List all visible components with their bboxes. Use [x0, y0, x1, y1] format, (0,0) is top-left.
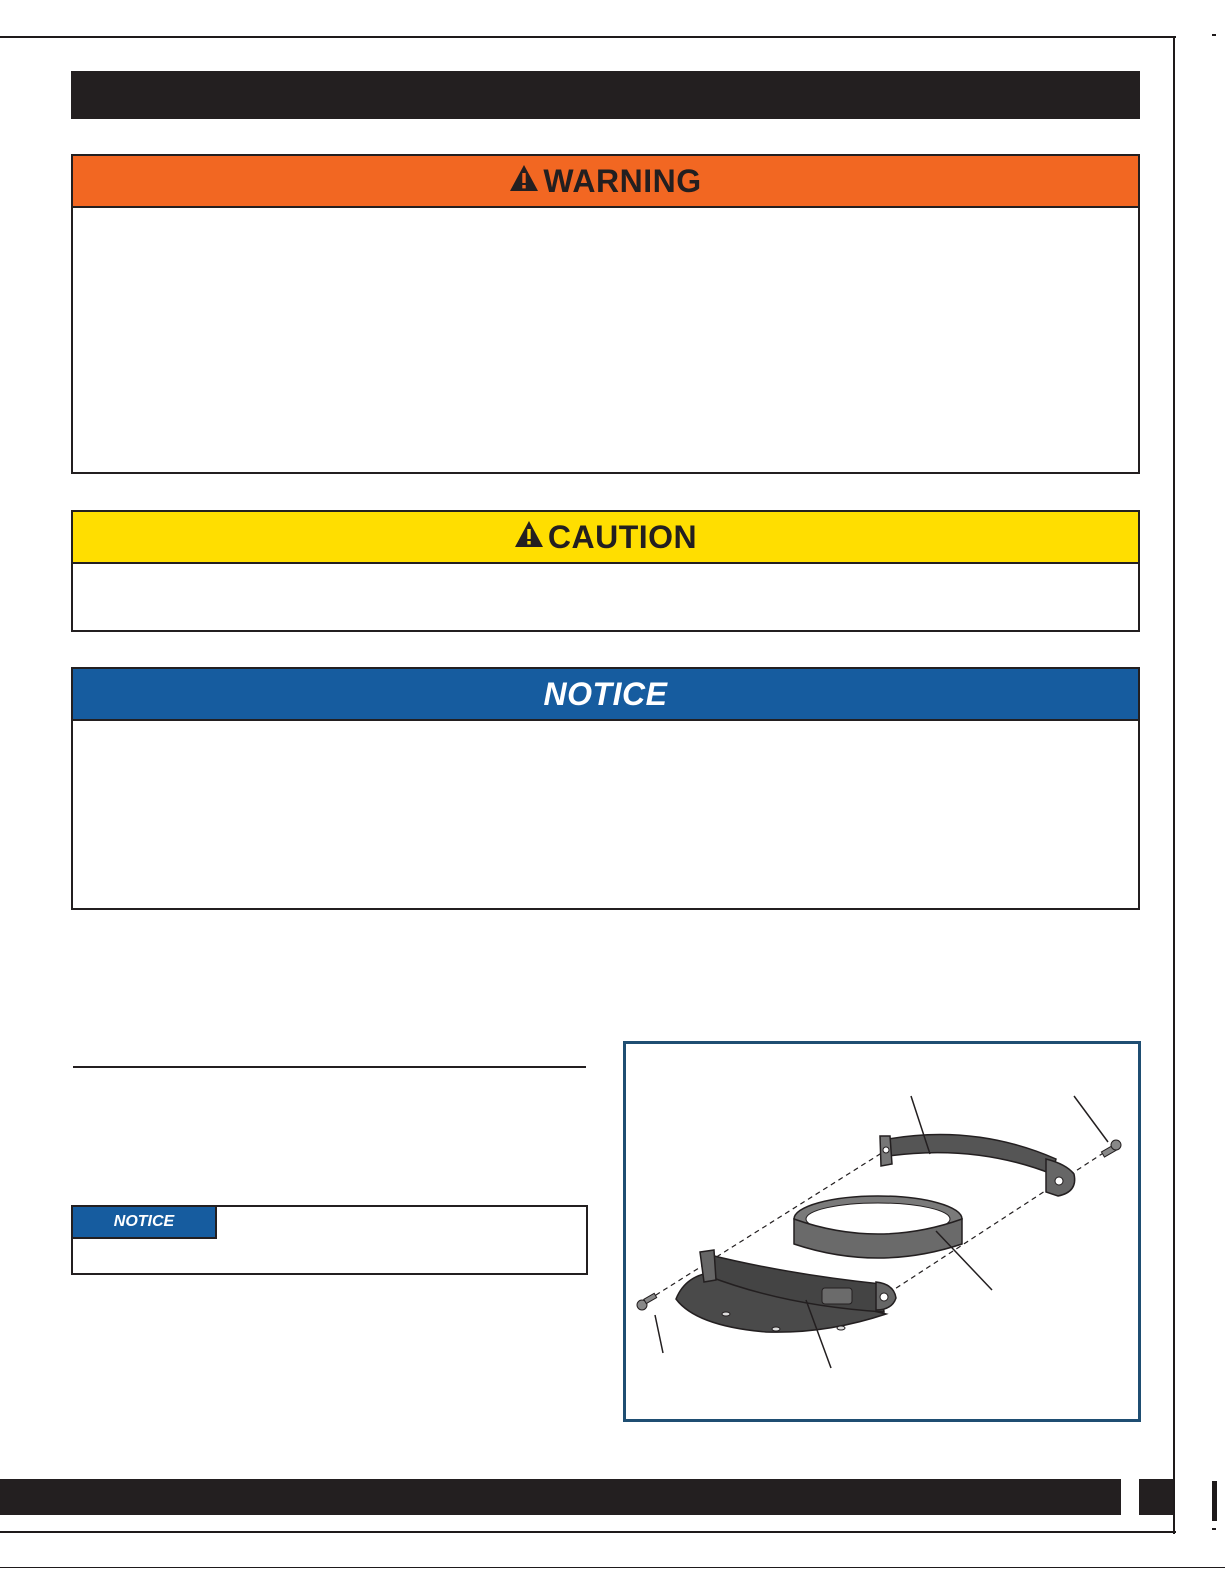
- footer-bar: [0, 1479, 1121, 1515]
- notice-header: [73, 669, 1138, 721]
- section-header-bar: [71, 71, 1140, 119]
- page-frame-base: [0, 1567, 1225, 1568]
- caution-panel: [71, 510, 1140, 632]
- warning-title: WARNING: [543, 162, 702, 199]
- caution-triangle-icon: [514, 519, 544, 556]
- edge-tick-bottom: [1212, 1528, 1216, 1530]
- caution-title: CAUTION: [547, 518, 698, 555]
- warning-header: [73, 156, 1138, 208]
- inline-notice-box: [71, 1205, 588, 1275]
- footer-page-block: [1139, 1479, 1173, 1515]
- warning-panel: [71, 154, 1140, 474]
- edge-tick-top: [1212, 34, 1216, 36]
- clamp-assembly-figure: [623, 1041, 1141, 1422]
- warning-triangle-icon: [509, 163, 539, 200]
- notice-title: NOTICE: [543, 675, 668, 712]
- notice-panel: [71, 667, 1140, 910]
- edge-mark: [1212, 1481, 1217, 1521]
- caution-header: [73, 512, 1138, 564]
- page-frame-bottom: [0, 1531, 1176, 1533]
- page-frame-right: [1173, 36, 1175, 1534]
- pipe-clamp-assembly-icon: [626, 1044, 1138, 1419]
- section-divider: [73, 1066, 586, 1068]
- inline-notice-label: NOTICE: [73, 1207, 217, 1239]
- page-frame-top: [0, 36, 1176, 38]
